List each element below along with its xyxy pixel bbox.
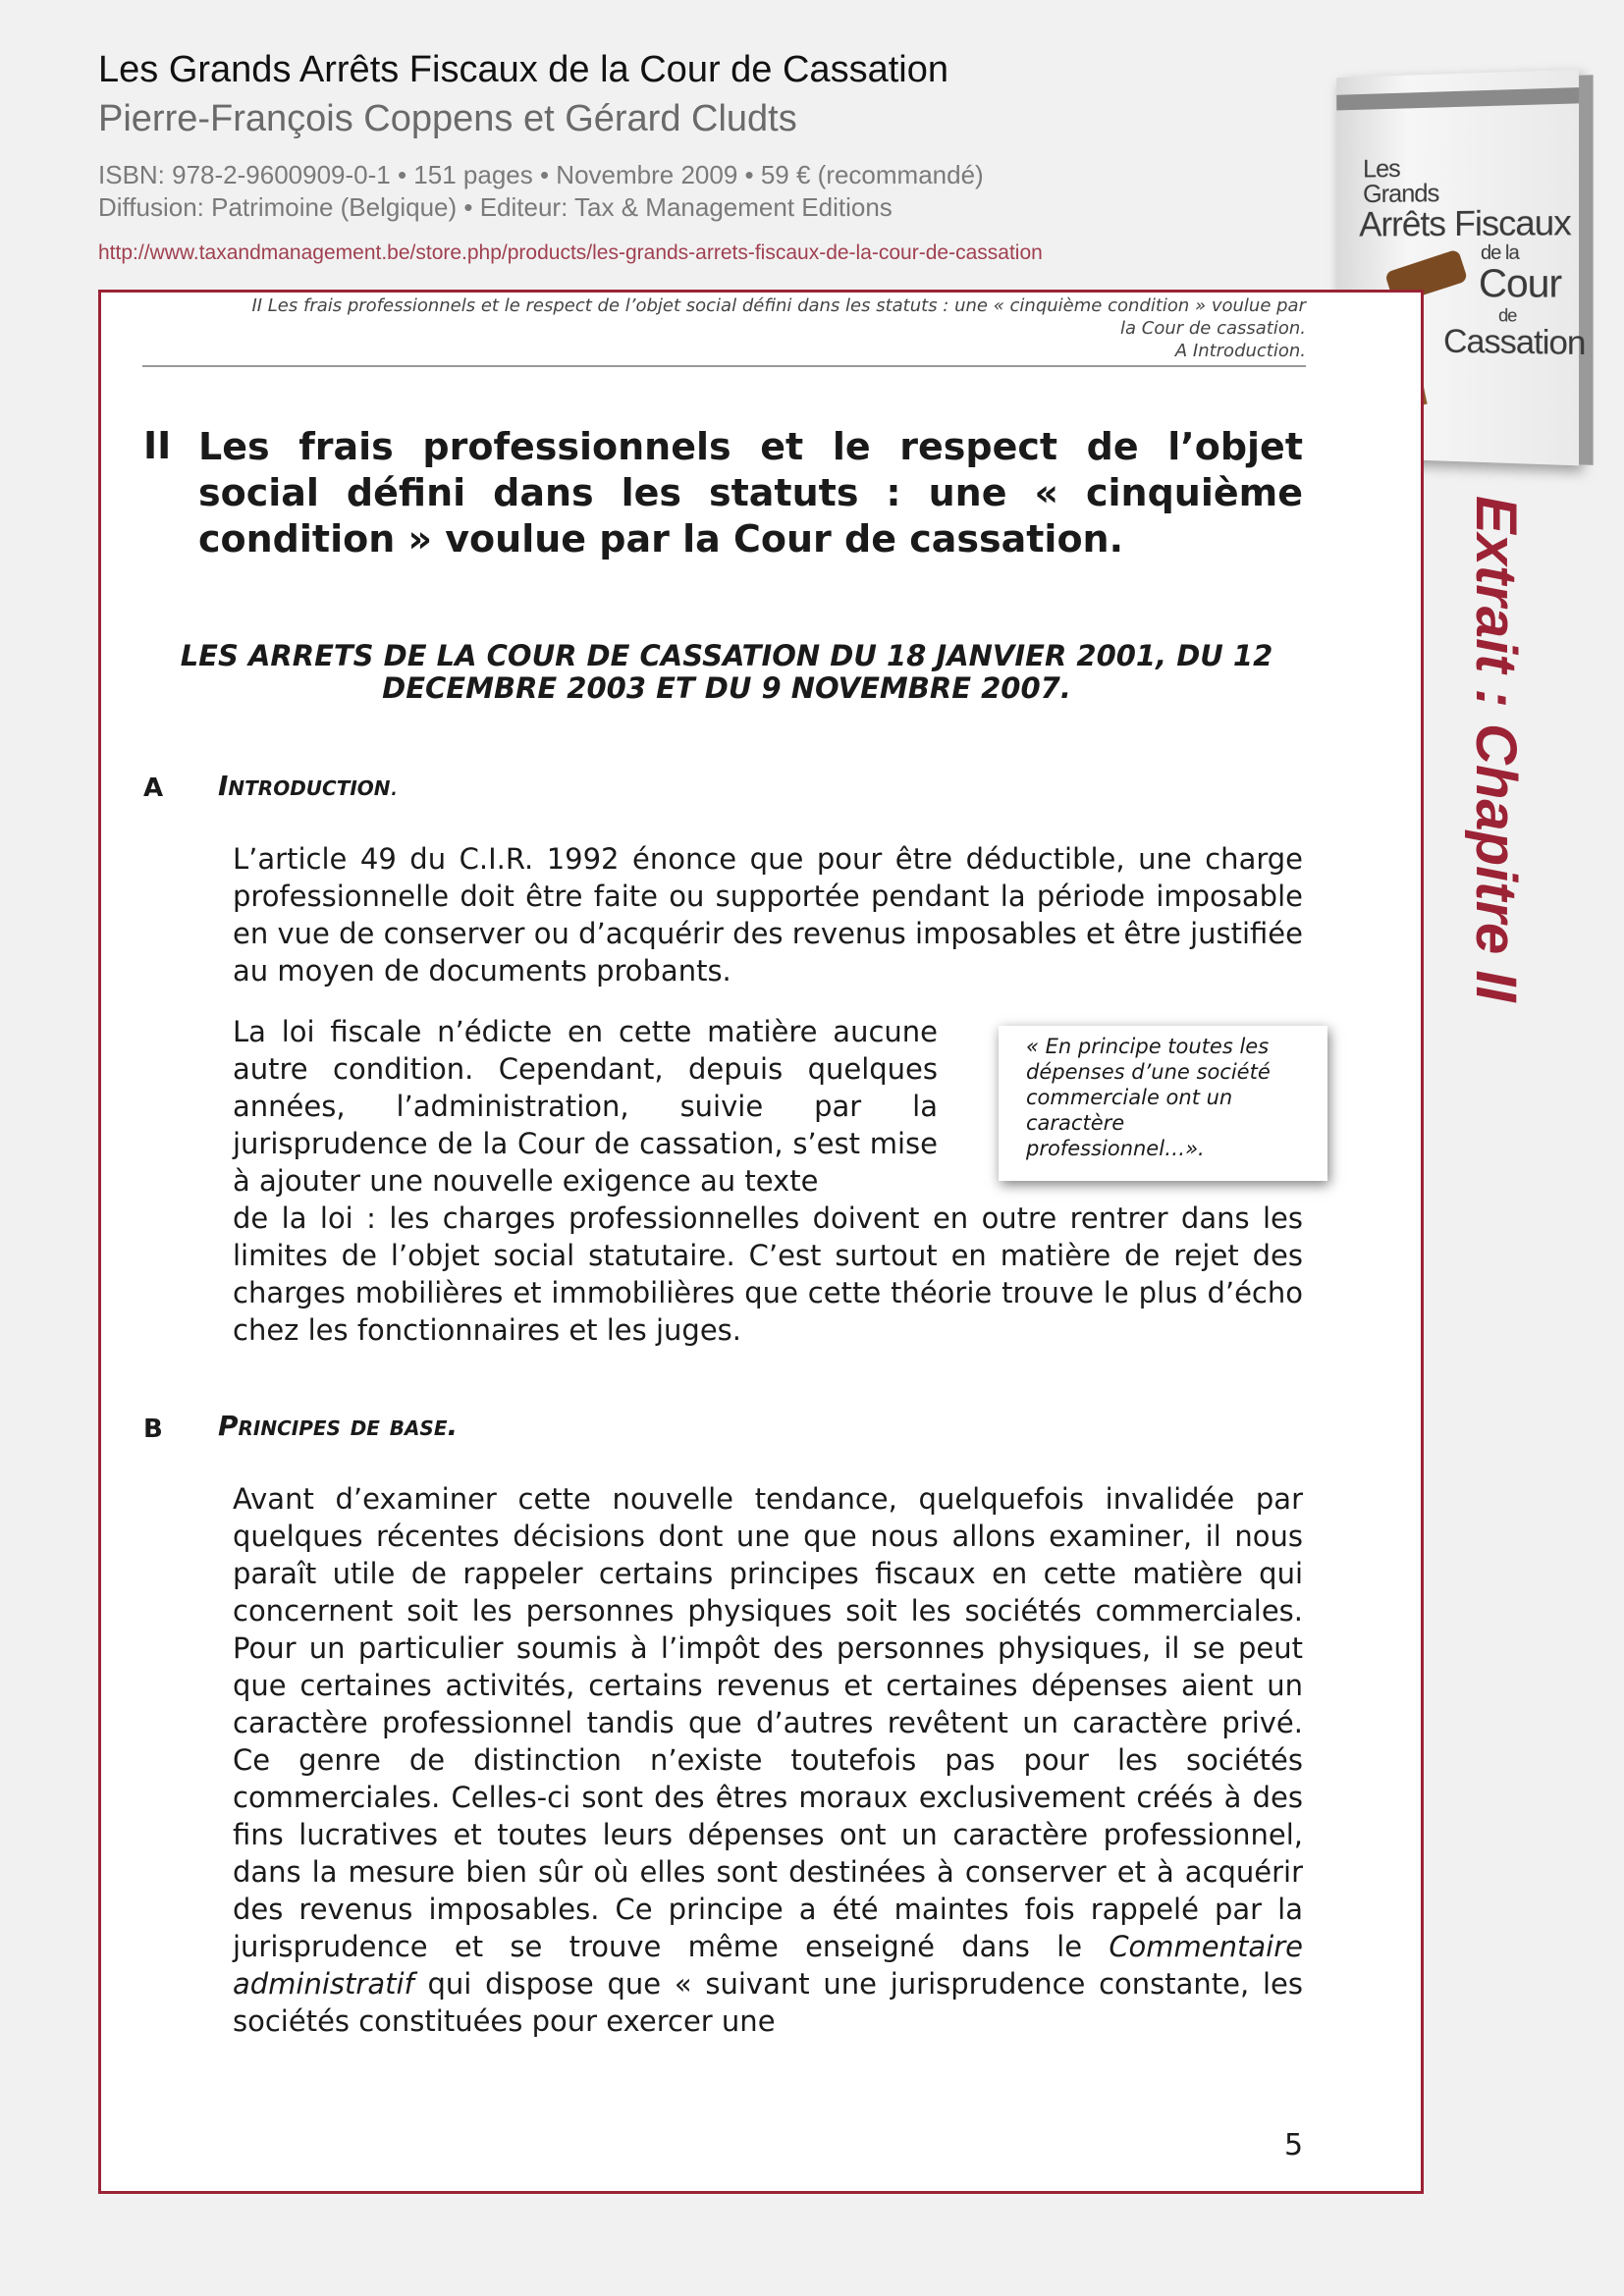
book-authors: Pierre-François Coppens et Gérard Cludts	[98, 98, 797, 139]
chapter-title: Les frais professionnels et le respect de l’objet social défini dans les statuts : une « cinquième condition » voulue par la Cour de cassation.	[198, 425, 1303, 561]
cover-text-de: de	[1498, 305, 1517, 326]
running-head-line: II Les frais professionnels et le respect de l’objet social défini dans les statuts : une « cinquième condition » voulue par	[251, 295, 1306, 316]
section-b-title: Principes de base.	[218, 1410, 459, 1442]
cover-text-cassation: Cassation	[1443, 322, 1586, 363]
section-b-letter: B	[143, 1415, 163, 1444]
cover-text-cour: Cour	[1478, 261, 1562, 306]
arrets-heading-line: DECEMBRE 2003 ET DU 9 NOVEMBRE 2007.	[382, 671, 1071, 705]
pull-quote: « En principe toutes les dépenses d’une société commerciale ont un caractère professionnel…».	[999, 1026, 1327, 1181]
section-b-text-1: Avant d’examiner cette nouvelle tendance, quelquefois invalidée par quelques récentes décisions dont une que nous allons examiner, il nous paraît utile de rappeler certains principes fiscaux en cette matière qui concernent soit les personnes physiques soit les sociétés commerciales. Pour un particulier soumis à l’impôt des personnes physiques, il se peut que certaines activités, certains revenus et certaines dépenses aient un caractère professionnel tandis que d’autres revêtent un caractère privé. Ce genre de distinction n’existe toutefois pas pour les sociétés commerciales. Celles-ci sont des êtres moraux exclusivement créés à des fins lucratives et toutes leurs dépenses ont un caractère professionnel, dans la mesure bien sûr où elles sont destinées à conserver et à acquérir des revenus imposables. Ce principe a été maintes fois rappelé par la jurisprudence et se trouve même enseigné dans le	[233, 1482, 1303, 1963]
section-a-title-text: Introduction	[218, 770, 391, 802]
cover-text-dela: de la	[1480, 241, 1519, 264]
cover-text-arrets: Arrêts Fiscaux	[1359, 201, 1571, 244]
section-a-title: Introduction.	[218, 770, 400, 802]
running-head-line: la Cour de cassation.	[1120, 318, 1306, 339]
page-number: 5	[1284, 2128, 1304, 2163]
store-link[interactable]: http://www.taxandmanagement.be/store.php/products/les-grands-arrets-fiscaux-de-la-cour-de-cassation	[98, 241, 1043, 264]
section-b-paragraph-1	[233, 1480, 1303, 2040]
commentaire-administratif: Commentaire administratif	[233, 1930, 1303, 2001]
section-a-letter: A	[143, 774, 164, 803]
extract-chapter-label: Extrait : Chapitre II	[1464, 496, 1528, 1002]
book-cover-band	[1336, 87, 1579, 110]
cover-text-les: Les	[1363, 153, 1400, 184]
section-a-paragraph-2-end: de la loi : les charges professionnelles doivent en outre rentrer dans les limites de l’objet social statutaire. C’est surtout en matière de rejet des charges mobilières et immobilières que cette théorie trouve le plus d’écho chez les fonctionnaires et les juges.	[233, 1201, 1303, 1347]
section-a-paragraph-1: L’article 49 du C.I.R. 1992 énonce que pour être déductible, une charge professionnelle doit être faite ou supportée pendant la période imposable en vue de conserver ou d’acquérir des revenus imposables et être justifiée au moyen de documents probants.	[233, 842, 1303, 988]
running-head-line: A Introduction.	[1174, 341, 1306, 361]
section-b-text-2: qui dispose que « suivant une jurisprudence constante, les sociétés constituées pour exercer une	[233, 1967, 1303, 2038]
section-a-paragraph-2-start: La loi fiscale n’édicte en cette matière aucune autre condition. Cependant, depuis quelques années, l’administration, suivie par la jurisprudence de la Cour de cassation, s’est mise à ajouter une nouvelle exigence au texte	[233, 1015, 938, 1198]
arrets-heading	[177, 640, 1276, 705]
arrets-heading-line: LES ARRETS DE LA COUR DE CASSATION DU 18 JANVIER 2001, DU 12	[180, 639, 1273, 672]
book-meta-diffusion: Diffusion: Patrimoine (Belgique) • Editeur: Tax & Management Editions	[98, 192, 893, 222]
running-head	[142, 294, 1306, 362]
book-meta-isbn: ISBN: 978-2-9600909-0-1 • 151 pages • Novembre 2009 • 59 € (recommandé)	[98, 160, 984, 189]
chapter-number: II	[143, 424, 172, 467]
book-spine	[1579, 75, 1594, 465]
cover-text-grands: Grands	[1363, 178, 1439, 209]
running-head-rule	[142, 365, 1306, 367]
book-title: Les Grands Arrêts Fiscaux de la Cour de Cassation	[98, 49, 948, 90]
